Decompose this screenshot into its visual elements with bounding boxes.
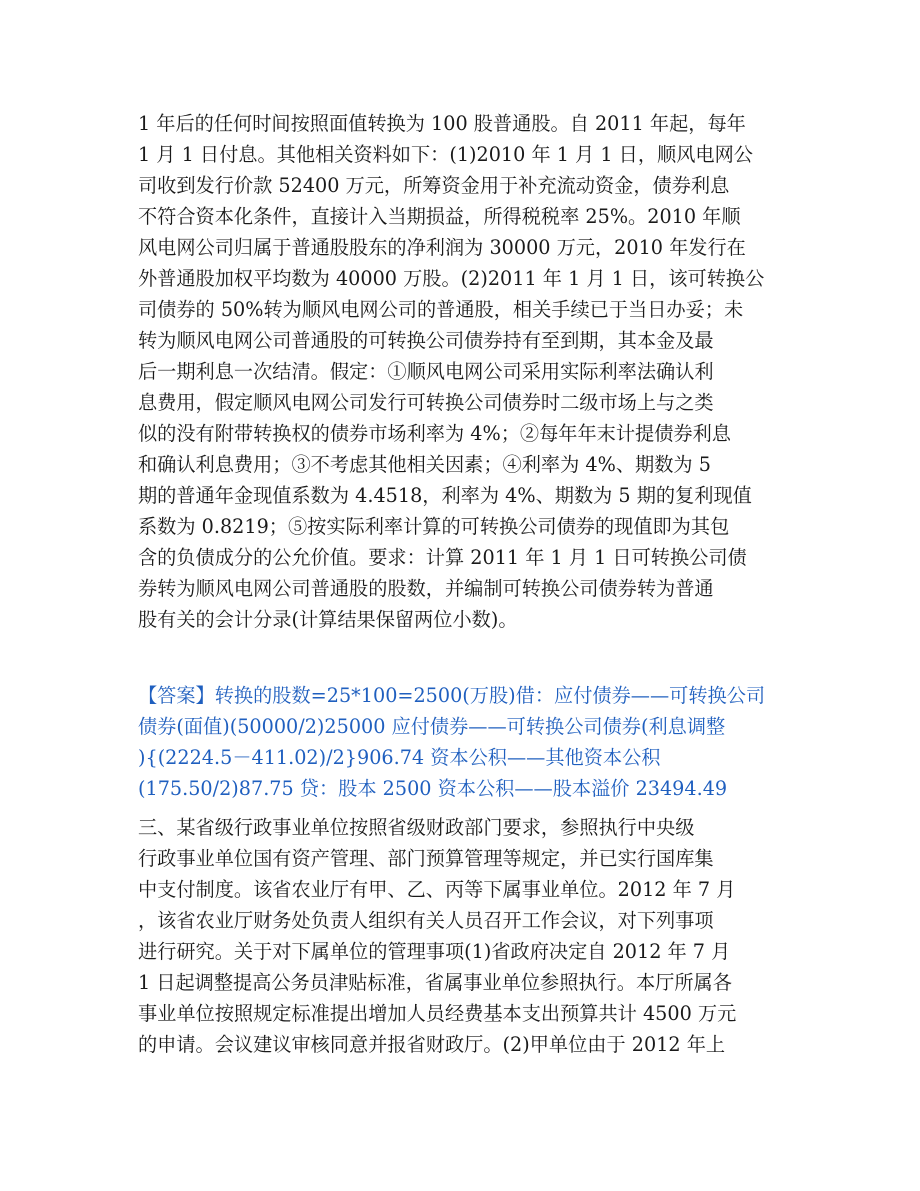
- question-line-12: 和确认利息费用；③不考虑其他相关因素；④利率为 4%、期数为 5: [138, 453, 711, 476]
- paragraph-gap: [138, 804, 778, 812]
- question-line-1: 1 年后的任何时间按照面值转换为 100 股普通股。自 2011 年起，每年: [138, 112, 746, 135]
- question-line-17: 股有关的会计分录(计算结果保留两位小数)。: [138, 608, 518, 631]
- section-line-7: 事业单位按照规定标准提出增加人员经费基本支出预算共计 4500 万元: [138, 1002, 737, 1025]
- question-line-14: 系数为 0.8219；⑤按实际利率计算的可转换公司债券的现值即为其包: [138, 515, 730, 538]
- question-line-16: 券转为顺风电网公司普通股的股数，并编制可转换公司债券转为普通: [138, 577, 714, 600]
- question-line-4: 不符合资本化条件，直接计入当期损益，所得税税率 25%。2010 年顺: [138, 205, 741, 228]
- answer-line-4: (175.50/2)87.75 贷：股本 2500 资本公积——股本溢价 23494.49: [138, 777, 728, 800]
- section-line-2: 行政事业单位国有资产管理、部门预算管理等规定，并已实行国库集: [138, 847, 714, 870]
- section-line-3: 中支付制度。该省农业厅有甲、乙、丙等下属事业单位。2012 年 7 月: [138, 878, 736, 901]
- section-line-6: 1 日起调整提高公务员津贴标准，省属事业单位参照执行。本厅所属各: [138, 971, 732, 994]
- question-line-8: 转为顺风电网公司普通股的可转换公司债券持有至到期，其本金及最: [138, 329, 714, 352]
- paragraph-gap: [138, 635, 778, 680]
- question-line-7: 司债券的 50%转为顺风电网公司的普通股，相关手续已于当日办妥；未: [138, 298, 744, 321]
- section-line-8: 的申请。会议建议审核同意并报省财政厅。(2)甲单位由于 2012 年上: [138, 1033, 726, 1056]
- section-line-1: 三、某省级行政事业单位按照省级财政部门要求，参照执行中央级: [138, 816, 695, 839]
- answer-line-3: ){(2224.5－411.02)/2}906.74 资本公积——其他资本公积: [138, 746, 661, 769]
- answer-line-1: 【答案】转换的股数=25*100=2500(万股)借：应付债券——可转换公司: [138, 684, 766, 707]
- question-line-5: 风电网公司归属于普通股股东的净利润为 30000 万元，2010 年发行在: [138, 236, 746, 259]
- question-line-6: 外普通股加权平均数为 40000 万股。(2)2011 年 1 月 1 日，该可转换公: [138, 267, 765, 290]
- question-line-13: 期的普通年金现值系数为 4.4518，利率为 4%、期数为 5 期的复利现值: [138, 484, 752, 507]
- question-line-15: 含的负债成分的公允价值。要求：计算 2011 年 1 月 1 日可转换公司债: [138, 546, 747, 569]
- section-three-paragraph: [138, 812, 778, 1060]
- question-line-3: 司收到发行价款 52400 万元，所筹资金用于补充流动资金，债券利息: [138, 174, 730, 197]
- question-line-9: 后一期利息一次结清。假定：①顺风电网公司采用实际利率法确认利: [138, 360, 714, 383]
- question-paragraph: [138, 108, 778, 635]
- section-line-5: 进行研究。关于对下属单位的管理事项(1)省政府决定自 2012 年 7 月: [138, 940, 731, 963]
- answer-paragraph: [138, 680, 778, 804]
- document-page: [138, 108, 778, 1060]
- question-line-2: 1 月 1 日付息。其他相关资料如下：(1)2010 年 1 月 1 日，顺风电网公: [138, 143, 753, 166]
- question-line-11: 似的没有附带转换权的债券市场利率为 4%；②每年年末计提债券利息: [138, 422, 731, 445]
- question-line-10: 息费用，假定顺风电网公司发行可转换公司债券时二级市场上与之类: [138, 391, 714, 414]
- section-line-4: ，该省农业厅财务处负责人组织有关人员召开工作会议，对下列事项: [138, 909, 714, 932]
- answer-line-2: 债券(面值)(50000/2)25000 应付债券——可转换公司债券(利息调整: [138, 715, 726, 738]
